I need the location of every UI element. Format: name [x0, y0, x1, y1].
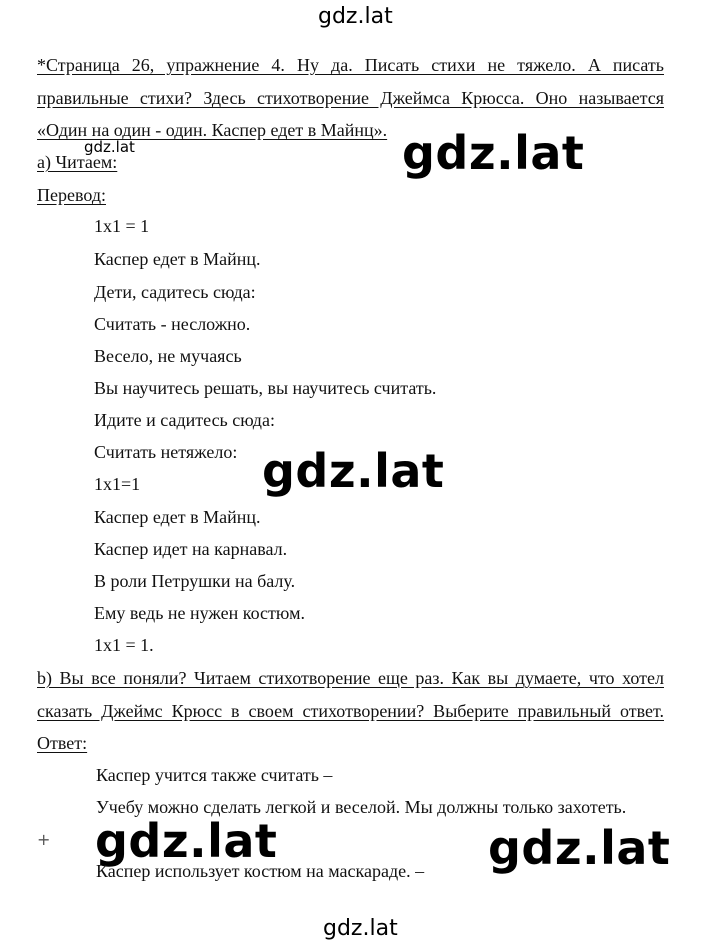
answer-option-1: Каспер учится также считать –: [96, 765, 333, 785]
poem-line: Весело, не мучаясь: [94, 346, 242, 366]
section-b-line-1: b) Вы все поняли? Читаем стихотворение еще раз. Как вы думаете, что хотел: [37, 668, 664, 688]
watermark-big-2: gdz.lat: [262, 444, 445, 498]
watermark-bottom: gdz.lat: [323, 916, 398, 941]
answer-option-2: Учебу можно сделать легкой и веселой. Мы должны только захотеть.: [96, 797, 627, 817]
intro-line-3: «Один на один - один. Каспер едет в Майнц».: [37, 120, 388, 140]
watermark-top: gdz.lat: [318, 4, 393, 29]
poem-line: Каспер идет на карнавал.: [94, 539, 288, 559]
poem-line: Считать - несложно.: [94, 314, 251, 334]
watermark-small-inline: gdz.lat: [84, 138, 135, 156]
watermark-big-1: gdz.lat: [402, 126, 585, 180]
poem-line: 1x1=1: [94, 474, 141, 494]
poem-line: Каспер едет в Майнц.: [94, 507, 261, 527]
answer-option-3: Каспер использует костюм на маскараде. –: [96, 861, 425, 881]
answer-label: Ответ:: [37, 733, 88, 753]
watermark-big-4: gdz.lat: [488, 821, 671, 875]
poem-line: 1x1 = 1: [94, 216, 150, 236]
poem-line: Каспер едет в Майнц.: [94, 249, 261, 269]
plus-sign: +: [37, 830, 51, 849]
translation-label: Перевод:: [37, 185, 106, 205]
poem-line: В роли Петрушки на балу.: [94, 571, 296, 591]
poem-line: 1x1 = 1.: [94, 635, 154, 655]
poem-line: Ему ведь не нужен костюм.: [94, 603, 305, 623]
poem-line: Вы научитесь решать, вы научитесь считать.: [94, 378, 437, 398]
intro-line-1: *Страница 26, упражнение 4. Ну да. Писать стихи не тяжело. А писать: [37, 55, 664, 75]
poem-line: Считать нетяжело:: [94, 442, 238, 462]
poem-line: Дети, садитесь сюда:: [94, 282, 256, 302]
section-a-heading: а) Читаем:: [37, 152, 118, 172]
section-b-line-2: сказать Джеймс Крюсс в своем стихотворении? Выберите правильный ответ.: [37, 701, 664, 721]
watermark-big-3: gdz.lat: [95, 814, 278, 868]
poem-line: Идите и садитесь сюда:: [94, 410, 275, 430]
intro-line-2: правильные стихи? Здесь стихотворение Джеймса Крюсса. Оно называется: [37, 88, 664, 108]
